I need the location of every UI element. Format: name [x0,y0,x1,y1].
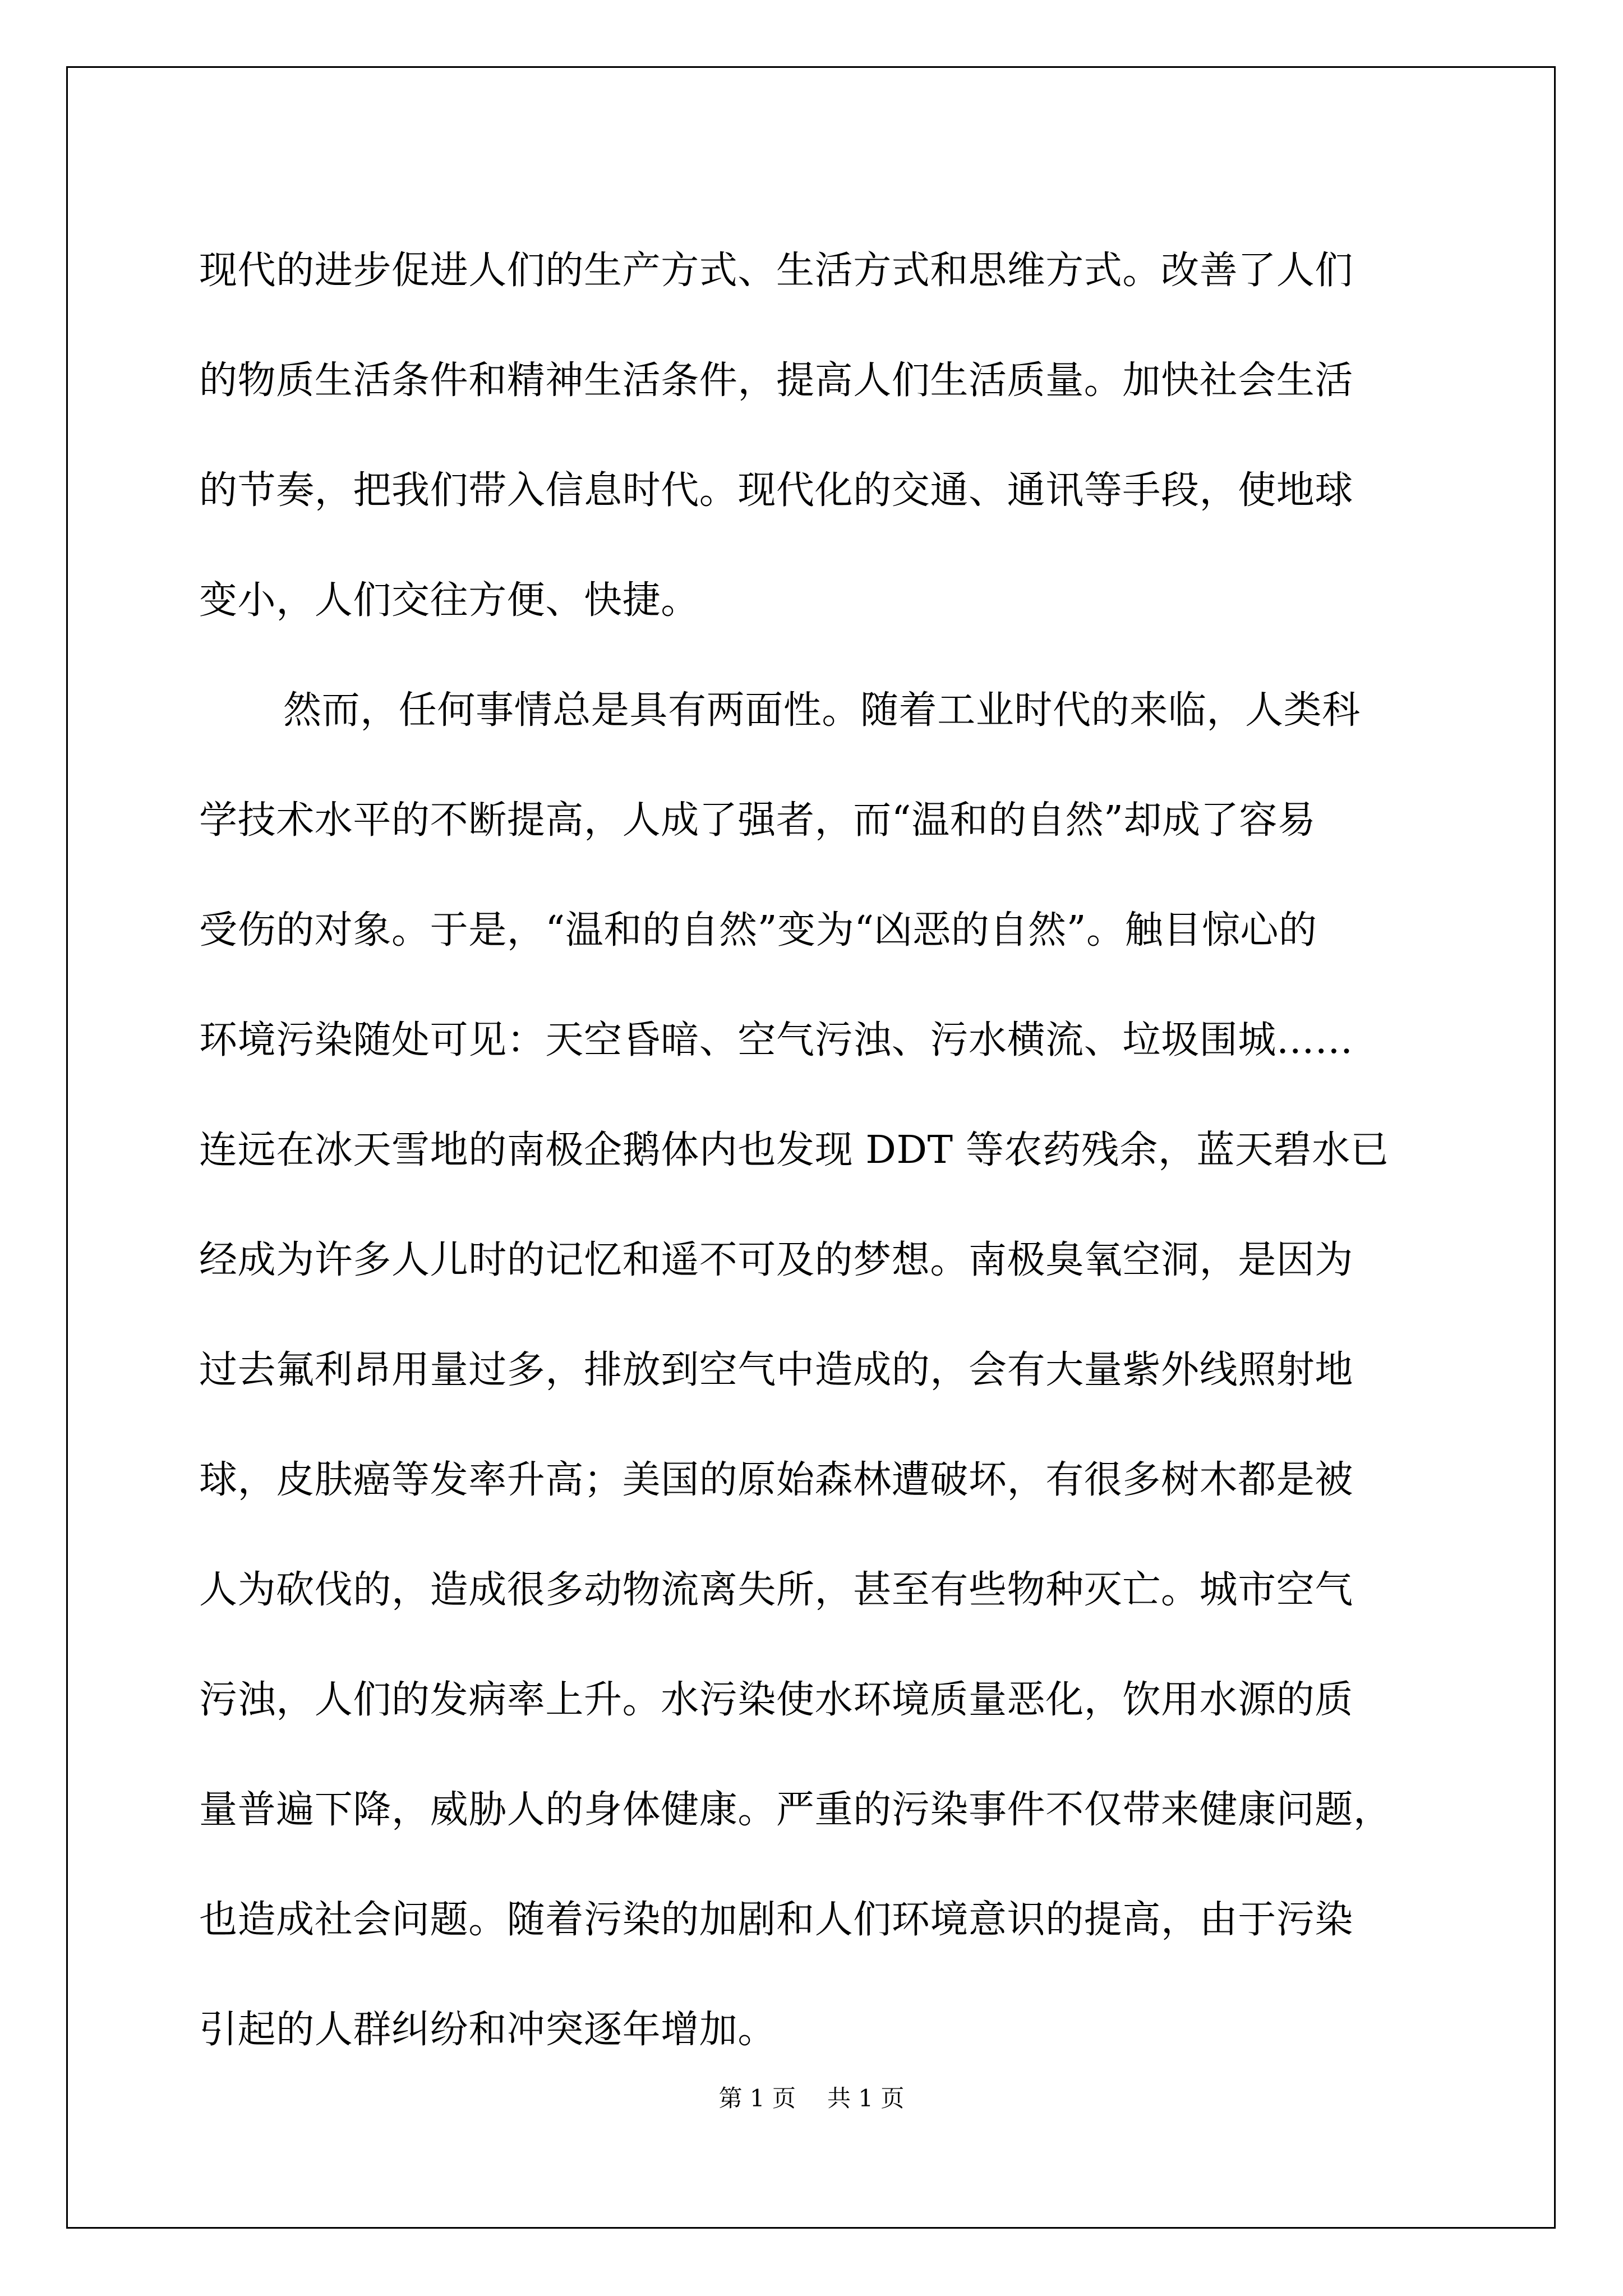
text-line: 球，皮肤癌等发率升高；美国的原始森林遭破坏，有很多树木都是被 [199,1458,1354,1502]
text-line: 学技术水平的不断提高，人成了强者，而“温和的自然”却成了容易 [199,798,1316,843]
text-line: 现代的进步促进人们的生产方式、生活方式和思维方式。改善了人们 [199,249,1354,293]
text-line: 经成为许多人儿时的记忆和遥不可及的梦想。南极臭氧空洞，是因为 [199,1238,1354,1282]
document-body [199,216,1444,2085]
text-line: 然而，任何事情总是具有两面性。随着工业时代的来临，人类科 [283,688,1361,733]
paragraph-1 [199,216,1444,656]
page-footer [0,2080,1623,2114]
text-line: 量普遍下降，威胁人的身体健康。严重的污染事件不仅带来健康问题， [199,1788,1392,1832]
page-number: 第 1 页 [718,2085,796,2112]
paragraph-2 [199,656,1444,2085]
text-line: 过去氟利昂用量过多，排放到空气中造成的，会有大量紫外线照射地 [199,1348,1354,1392]
text-line: 连远在冰天雪地的南极企鹅体内也发现 DDT 等农药残余，蓝天碧水已 [199,1128,1389,1172]
text-line: 环境污染随处可见：天空昏暗、空气污浊、污水横流、垃圾围城…… [199,1018,1354,1062]
text-line: 的节奏，把我们带入信息时代。现代化的交通、通讯等手段，使地球 [199,468,1354,513]
text-line: 受伤的对象。于是，“温和的自然”变为“凶恶的自然”。触目惊心的 [199,908,1317,953]
text-line: 也造成社会问题。随着污染的加剧和人们环境意识的提高，由于污染 [199,1898,1354,1942]
text-line: 污浊，人们的发病率上升。水污染使水环境质量恶化，饮用水源的质 [199,1678,1354,1722]
text-line: 引起的人群纠纷和冲突逐年增加。 [199,2008,777,2052]
text-line: 的物质生活条件和精神生活条件，提高人们生活质量。加快社会生活 [199,358,1354,403]
text-line: 人为砍伐的，造成很多动物流离失所，甚至有些物种灭亡。城市空气 [199,1568,1354,1612]
page-total: 共 1 页 [827,2085,905,2112]
text-line: 变小，人们交往方便、快捷。 [199,578,699,623]
